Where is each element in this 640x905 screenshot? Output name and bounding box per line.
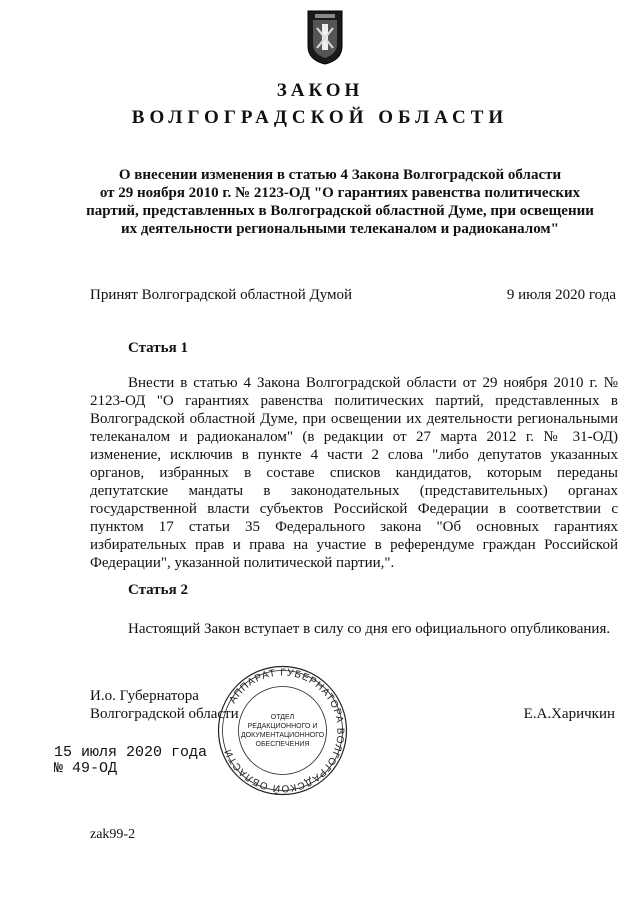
- subject-line: О внесении изменения в статью 4 Закона Волгоградской области: [118, 167, 562, 183]
- stamp-text: РЕДАКЦИОННОГО И: [247, 723, 318, 730]
- stamp-text: ДОКУМЕНТАЦИОННОГО: [240, 732, 325, 739]
- article-1-text: Внести в статью 4 Закона Волгоградской области от 29 ноября 2010 г. № 2123-ОД "О гарантиях равенства политических партий, представленных в Волгоградской областной Думе, при освещении их деятельности региональными телеканалом и радиоканалом" (в редакции от 27 марта 2012 г. № 31-ОД) изменение, исключив в пункте 4 части 2 слова "либо депутатов указанных органов, избранных в составе списков кандидатов, которым переданы депутатские мандаты в законодательных (представительных) органах государственной власти субъектов Российской Федерации в соответствии с пунктом 17 статьи 35 Федерального закона "Об основных гарантиях избирательных прав и права на участие в референдуме граждан Российской Федерации", указанной политической партии,".: [90, 375, 618, 571]
- subject-line: от 29 ноября 2010 г. № 2123-ОД "О гарантиях равенства политических: [99, 185, 581, 201]
- law-number: № 49-ОД: [54, 760, 118, 777]
- stamp-outer-text: АППАРАТ ГУБЕРНАТОРА ВОЛГОГРАДСКОЙ ОБЛАСТИ: [222, 667, 346, 794]
- signatory-position-region: Волгоградской области: [90, 706, 239, 722]
- adopted-date: 9 июля 2020 года: [506, 287, 616, 303]
- article-1-heading: Статья 1: [128, 340, 188, 356]
- article-2-text: Настоящий Закон вступает в силу со дня его официального опубликования.: [128, 621, 611, 637]
- document-title: ЗАКОН: [276, 80, 364, 101]
- official-stamp: [215, 663, 350, 798]
- subject-line: партий, представленных в Волгоградской областной Думе, при освещении: [86, 203, 594, 219]
- article-2-heading: Статья 2: [128, 582, 188, 598]
- document-code: zak99-2: [90, 827, 136, 842]
- coat-of-arms-icon: [305, 8, 345, 66]
- document-title-region: ВОЛГОГРАДСКОЙ ОБЛАСТИ: [131, 107, 509, 128]
- signatory-name: Е.А.Харичкин: [523, 706, 615, 722]
- signing-date: 15 июля 2020 года: [54, 744, 208, 761]
- stamp-text: ОТДЕЛ: [270, 714, 295, 721]
- adopted-by: Принят Волгоградской областной Думой: [90, 287, 353, 303]
- subject-line: их деятельности региональными телеканалом и радиоканалом": [121, 221, 559, 237]
- stamp-text: ОБЕСПЕЧЕНИЯ: [255, 741, 310, 748]
- signatory-position: И.о. Губернатора: [90, 688, 199, 704]
- law-subject: [70, 166, 610, 238]
